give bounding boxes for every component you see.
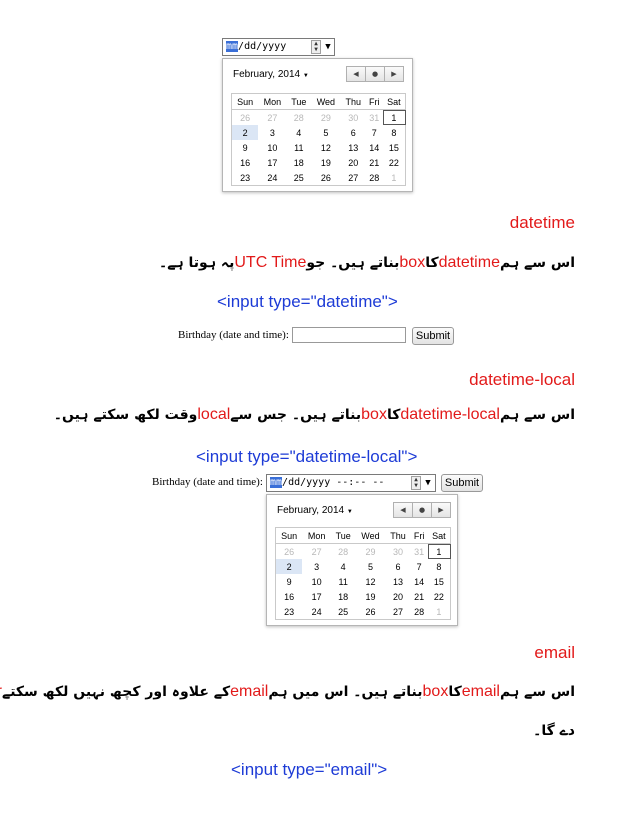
dropdown-arrow-icon[interactable]: ▼ bbox=[325, 42, 331, 52]
date-input-month-segment[interactable]: mm bbox=[226, 41, 239, 52]
calendar-popup-top bbox=[222, 58, 413, 192]
calendar-grid bbox=[231, 93, 406, 186]
calendar-day[interactable]: 21 bbox=[369, 157, 380, 168]
weekday-header: Tue bbox=[331, 528, 356, 544]
datetime-text-input[interactable] bbox=[292, 327, 406, 343]
calendar-day[interactable]: 6 bbox=[350, 127, 356, 138]
calendar-day[interactable]: 8 bbox=[391, 127, 397, 138]
calendar-day[interactable]: 12 bbox=[365, 576, 376, 587]
section-heading-datetime-local: datetime-local bbox=[469, 370, 575, 389]
weekday-header: Tue bbox=[287, 94, 312, 110]
calendar-day[interactable]: 1 bbox=[383, 110, 406, 126]
weekday-header: Thu bbox=[341, 94, 366, 110]
prev-month-icon[interactable]: ◀ bbox=[346, 66, 366, 82]
calendar-popup-bottom bbox=[266, 494, 458, 626]
weekday-header: Sun bbox=[232, 94, 259, 110]
calendar-day[interactable]: 11 bbox=[338, 576, 348, 587]
caret-down-icon: ▼ bbox=[302, 73, 309, 79]
calendar-day[interactable]: 27 bbox=[348, 172, 359, 183]
description-datetime-local: اس سے ہمdatetime-localکاboxبناتے ہیں۔ جس سےlocalوقت لکھ سکتے ہیں۔ bbox=[53, 406, 575, 423]
calendar-day[interactable]: 23 bbox=[240, 172, 251, 183]
calendar-day[interactable]: 22 bbox=[433, 591, 444, 602]
spinner-icon[interactable]: ▲ ▼ bbox=[311, 40, 321, 54]
calendar-day[interactable]: 7 bbox=[416, 561, 422, 572]
next-month-icon[interactable]: ▶ bbox=[384, 66, 404, 82]
calendar-day[interactable]: 16 bbox=[240, 157, 251, 168]
calendar-day[interactable]: 9 bbox=[242, 142, 248, 153]
calendar-day[interactable]: 28 bbox=[293, 112, 304, 123]
calendar-day[interactable]: 29 bbox=[320, 112, 331, 123]
weekday-header: Wed bbox=[356, 528, 386, 544]
calendar-day[interactable]: 28 bbox=[369, 172, 380, 183]
date-input-top[interactable] bbox=[222, 38, 335, 56]
next-month-icon[interactable]: ▶ bbox=[431, 502, 451, 518]
calendar-day[interactable]: 15 bbox=[388, 142, 399, 153]
calendar-day[interactable]: 3 bbox=[269, 127, 275, 138]
calendar-day[interactable]: 7 bbox=[371, 127, 377, 138]
today-icon[interactable]: ● bbox=[365, 66, 385, 82]
weekday-header: Sun bbox=[276, 528, 303, 544]
calendar-day[interactable]: 27 bbox=[311, 546, 322, 557]
weekday-header: Mon bbox=[258, 94, 286, 110]
spinner-icon[interactable]: ▲ ▼ bbox=[411, 476, 421, 490]
calendar-day[interactable]: 26 bbox=[284, 546, 295, 557]
month-nav bbox=[394, 502, 451, 518]
calendar-day[interactable]: 1 bbox=[436, 606, 442, 617]
calendar-day[interactable]: 5 bbox=[323, 127, 329, 138]
calendar-day[interactable]: 19 bbox=[365, 591, 376, 602]
month-nav bbox=[347, 66, 404, 82]
calendar-day[interactable]: 31 bbox=[369, 112, 380, 123]
calendar-day[interactable]: 19 bbox=[320, 157, 331, 168]
description-email-line2: دے گا۔ bbox=[533, 723, 575, 739]
calendar-day[interactable]: 31 bbox=[414, 546, 425, 557]
calendar-day[interactable]: 8 bbox=[436, 561, 442, 572]
calendar-day[interactable]: 17 bbox=[311, 591, 322, 602]
date-input-month-segment[interactable]: mm bbox=[270, 477, 283, 488]
calendar-day[interactable]: 11 bbox=[294, 142, 304, 153]
prev-month-icon[interactable]: ◀ bbox=[393, 502, 413, 518]
calendar-day[interactable]: 20 bbox=[392, 591, 403, 602]
weekday-header: Mon bbox=[302, 528, 330, 544]
calendar-day[interactable]: 3 bbox=[314, 561, 320, 572]
calendar-day[interactable]: 25 bbox=[338, 606, 349, 617]
calendar-day[interactable]: 28 bbox=[338, 546, 349, 557]
calendar-grid bbox=[275, 527, 451, 620]
calendar-day[interactable]: 13 bbox=[392, 576, 403, 587]
calendar-day[interactable]: 1 bbox=[428, 544, 451, 560]
calendar-day[interactable]: 29 bbox=[365, 546, 376, 557]
calendar-day[interactable]: 13 bbox=[348, 142, 359, 153]
calendar-day[interactable]: 16 bbox=[284, 591, 295, 602]
calendar-day[interactable]: 18 bbox=[293, 157, 304, 168]
calendar-day[interactable]: 2 bbox=[276, 559, 303, 574]
month-selector[interactable]: February, 2014 ▼ bbox=[277, 505, 353, 516]
code-sample-datetime: <input type="datetime"> bbox=[217, 292, 398, 311]
weekday-header: Thu bbox=[385, 528, 410, 544]
calendar-day[interactable]: 9 bbox=[286, 576, 292, 587]
code-sample-datetime-local: <input type="datetime-local"> bbox=[196, 447, 418, 466]
calendar-day[interactable]: 12 bbox=[320, 142, 331, 153]
month-selector[interactable]: February, 2014 ▼ bbox=[233, 69, 309, 80]
date-input-rest: /dd/yyyy --:-- -- bbox=[282, 477, 385, 488]
weekday-header: Sat bbox=[428, 528, 451, 544]
calendar-day[interactable]: 2 bbox=[232, 125, 259, 140]
caret-down-icon: ▼ bbox=[346, 509, 353, 515]
calendar-day[interactable]: 1 bbox=[391, 172, 397, 183]
weekday-header: Fri bbox=[366, 94, 383, 110]
calendar-day[interactable]: 6 bbox=[395, 561, 401, 572]
calendar-day[interactable]: 30 bbox=[392, 546, 403, 557]
calendar-day[interactable]: 25 bbox=[293, 172, 304, 183]
calendar-day[interactable]: 26 bbox=[240, 112, 251, 123]
calendar-day[interactable]: 26 bbox=[365, 606, 376, 617]
calendar-day[interactable]: 21 bbox=[414, 591, 425, 602]
birthday-label: Birthday (date and time): bbox=[152, 476, 263, 488]
calendar-day[interactable]: 23 bbox=[284, 606, 295, 617]
calendar-day[interactable]: 27 bbox=[392, 606, 403, 617]
dropdown-arrow-icon[interactable]: ▼ bbox=[425, 478, 431, 488]
calendar-day[interactable]: 15 bbox=[433, 576, 444, 587]
calendar-day[interactable]: 14 bbox=[414, 576, 425, 587]
calendar-day[interactable]: 24 bbox=[267, 172, 278, 183]
birthday-label: Birthday (date and time): bbox=[178, 329, 289, 341]
calendar-day[interactable]: 30 bbox=[348, 112, 359, 123]
section-heading-datetime: datetime bbox=[509, 213, 575, 232]
calendar-day[interactable]: 10 bbox=[311, 576, 322, 587]
today-icon[interactable]: ● bbox=[412, 502, 432, 518]
description-datetime: اس سے ہمdatetimeکاboxبناتے ہیں۔ جوUTC Timeپہ ہوتا ہے۔ bbox=[159, 254, 575, 271]
calendar-day[interactable]: 14 bbox=[369, 142, 380, 153]
calendar-day[interactable]: 4 bbox=[296, 127, 302, 138]
date-input-rest: /dd/yyyy bbox=[238, 41, 287, 52]
calendar-day[interactable]: 5 bbox=[367, 561, 373, 572]
datetime-local-input[interactable] bbox=[266, 474, 436, 492]
calendar-day[interactable]: 27 bbox=[267, 112, 278, 123]
weekday-header: Fri bbox=[411, 528, 428, 544]
calendar-day[interactable]: 26 bbox=[320, 172, 331, 183]
weekday-header: Sat bbox=[383, 94, 406, 110]
calendar-day[interactable]: 17 bbox=[267, 157, 278, 168]
calendar-day[interactable]: 20 bbox=[348, 157, 359, 168]
calendar-day[interactable]: 28 bbox=[414, 606, 425, 617]
calendar-day[interactable]: 24 bbox=[311, 606, 322, 617]
calendar-day[interactable]: 4 bbox=[340, 561, 346, 572]
calendar-day[interactable]: 10 bbox=[267, 142, 278, 153]
submit-button[interactable]: Submit bbox=[412, 327, 454, 345]
code-sample-email: <input type="email"> bbox=[231, 760, 388, 779]
section-heading-email: email bbox=[534, 643, 575, 662]
submit-button[interactable]: Submit bbox=[441, 474, 483, 492]
description-email: اس سے ہمemailکاboxبناتے ہیں۔ اس میں ہمemailکے علاوہ اور کچھ نہیں لکھ سکتے bbox=[1, 683, 575, 700]
calendar-day[interactable]: 22 bbox=[388, 157, 399, 168]
calendar-day[interactable]: 18 bbox=[338, 591, 349, 602]
weekday-header: Wed bbox=[311, 94, 341, 110]
